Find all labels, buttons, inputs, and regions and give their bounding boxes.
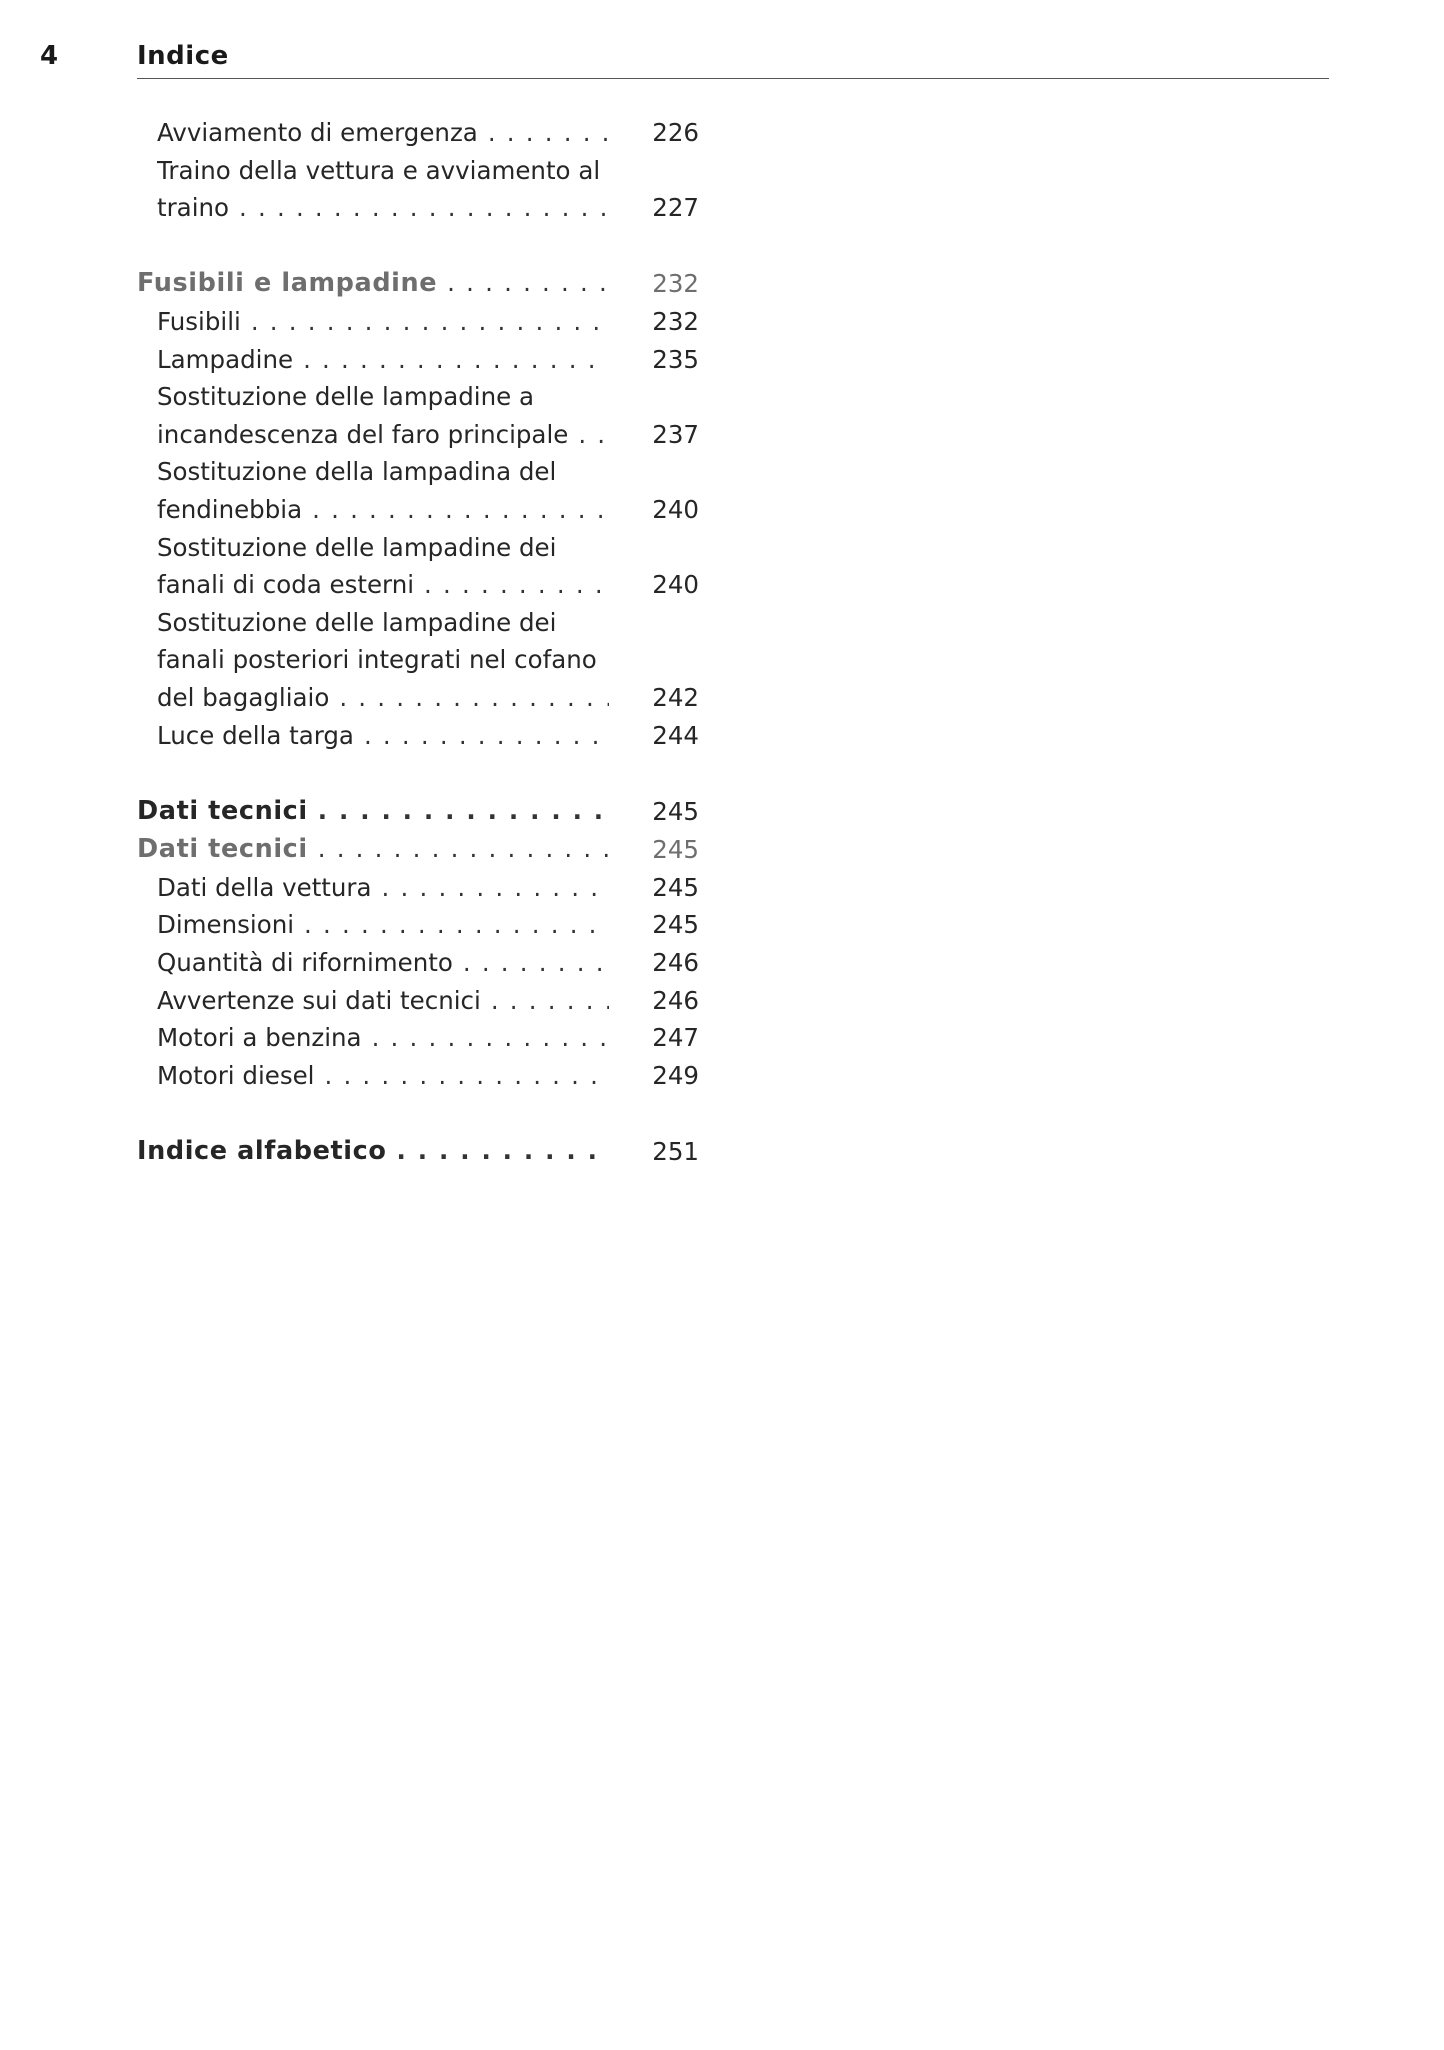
table-of-contents [137, 114, 699, 1171]
section-gap [137, 1094, 699, 1132]
toc-entry-label: Luce della targa [157, 720, 354, 750]
toc-entry-sub[interactable] [137, 114, 699, 152]
dot-leader [329, 679, 609, 717]
header-rule [137, 78, 1329, 79]
toc-entry-label: Motori a benzina [157, 1023, 362, 1053]
dot-leader [241, 303, 609, 341]
toc-entry-sub[interactable] [137, 529, 699, 604]
dot-leader [568, 416, 609, 454]
toc-entry-label: fendinebbia [157, 494, 303, 524]
toc-entry-label: Avviamento di emergenza [157, 118, 478, 147]
dot-leader [294, 906, 609, 944]
toc-entry-sub[interactable] [137, 152, 699, 227]
toc-entry-page-number: 232 [652, 269, 699, 299]
toc-entry-sub[interactable] [137, 341, 699, 379]
toc-entry-sub[interactable] [137, 1057, 699, 1095]
dot-leader [293, 341, 609, 379]
toc-entry-label: Indice alfabetico [137, 1136, 387, 1167]
toc-entry-label: Quantità di rifornimento [157, 948, 453, 978]
toc-entry-sub[interactable] [137, 1019, 699, 1057]
toc-entry-page-number: 226 [652, 118, 699, 147]
toc-entry-label: Dimensioni [157, 910, 295, 940]
toc-entry-page-number: 245 [652, 796, 699, 826]
dot-leader [387, 1132, 610, 1170]
dot-leader [453, 944, 609, 982]
toc-entry-page-number: 240 [652, 570, 699, 600]
page-title: Indice [137, 41, 229, 71]
toc-entry-sub[interactable] [137, 453, 699, 528]
toc-entry-label: Motori diesel [157, 1060, 315, 1090]
toc-entry-page-number: 246 [652, 985, 699, 1015]
dot-leader [481, 982, 609, 1020]
page-number: 4 [40, 41, 59, 71]
toc-entry-page-number: 245 [652, 872, 699, 902]
toc-entry-page-number: 237 [652, 419, 699, 449]
toc-entry-label: del bagagliaio [157, 682, 330, 712]
dot-leader [362, 1019, 609, 1057]
toc-entry-page-number: 227 [652, 193, 699, 223]
section-gap [137, 227, 699, 265]
toc-entry-sub[interactable] [137, 378, 699, 453]
toc-entry-lead: Traino della vettura e avviamento al [157, 155, 601, 185]
toc-entry-lead: Sostituzione delle lampadine dei [157, 532, 557, 562]
page-header [0, 36, 1444, 82]
toc-entry-label: Fusibili e lampadine [137, 268, 438, 299]
toc-entry-lead: Sostituzione delle lampadine a [157, 382, 535, 412]
toc-entry-page-number: 245 [652, 910, 699, 940]
toc-entry-label: Dati della vettura [157, 872, 372, 902]
toc-entry-lead: fanali posteriori integrati nel cofano [157, 645, 597, 675]
toc-entry-label: fanali di coda esterni [157, 570, 415, 600]
dot-leader [308, 792, 609, 830]
dot-leader [314, 1057, 609, 1095]
toc-entry-label: Avvertenze sui dati tecnici [157, 985, 481, 1015]
toc-entry-sub[interactable] [137, 906, 699, 944]
toc-entry-lead: Sostituzione della lampadina del [157, 457, 557, 487]
toc-entry-section[interactable] [137, 264, 699, 303]
toc-entry-label: incandescenza del faro principale [157, 419, 569, 449]
toc-entry-label: Lampadine [157, 344, 294, 374]
dot-leader [372, 869, 609, 907]
toc-entry-section[interactable] [137, 830, 699, 869]
dot-leader [229, 189, 609, 227]
toc-entry-sub[interactable] [137, 717, 699, 755]
dot-leader [354, 717, 609, 755]
dot-leader [414, 566, 609, 604]
toc-entry-label: Fusibili [157, 306, 241, 336]
toc-entry-sub[interactable] [137, 869, 699, 907]
toc-entry-chapter[interactable] [137, 1132, 699, 1171]
toc-entry-page-number: 240 [652, 494, 699, 524]
toc-entry-page-number: 242 [652, 682, 699, 712]
dot-leader [478, 114, 609, 152]
dot-leader [437, 264, 609, 302]
toc-entry-sub[interactable] [137, 944, 699, 982]
toc-entry-page-number: 232 [652, 306, 699, 336]
toc-entry-page-number: 249 [652, 1060, 699, 1090]
toc-entry-page-number: 244 [652, 720, 699, 750]
toc-entry-label: Dati tecnici [137, 795, 308, 826]
toc-entry-page-number: 235 [652, 344, 699, 374]
toc-entry-sub[interactable] [137, 982, 699, 1020]
toc-entry-lead: Sostituzione delle lampadine dei [157, 607, 557, 637]
toc-entry-page-number: 245 [652, 835, 699, 865]
toc-entry-label: Dati tecnici [137, 834, 308, 865]
toc-entry-label: traino [157, 193, 230, 223]
dot-leader [302, 491, 609, 529]
toc-entry-chapter[interactable] [137, 792, 699, 831]
toc-entry-page-number: 251 [652, 1137, 699, 1167]
toc-entry-page-number: 247 [652, 1023, 699, 1053]
toc-entry-page-number: 246 [652, 948, 699, 978]
dot-leader [308, 830, 609, 868]
toc-entry-sub[interactable] [137, 604, 699, 717]
section-gap [137, 754, 699, 792]
toc-entry-sub[interactable] [137, 303, 699, 341]
